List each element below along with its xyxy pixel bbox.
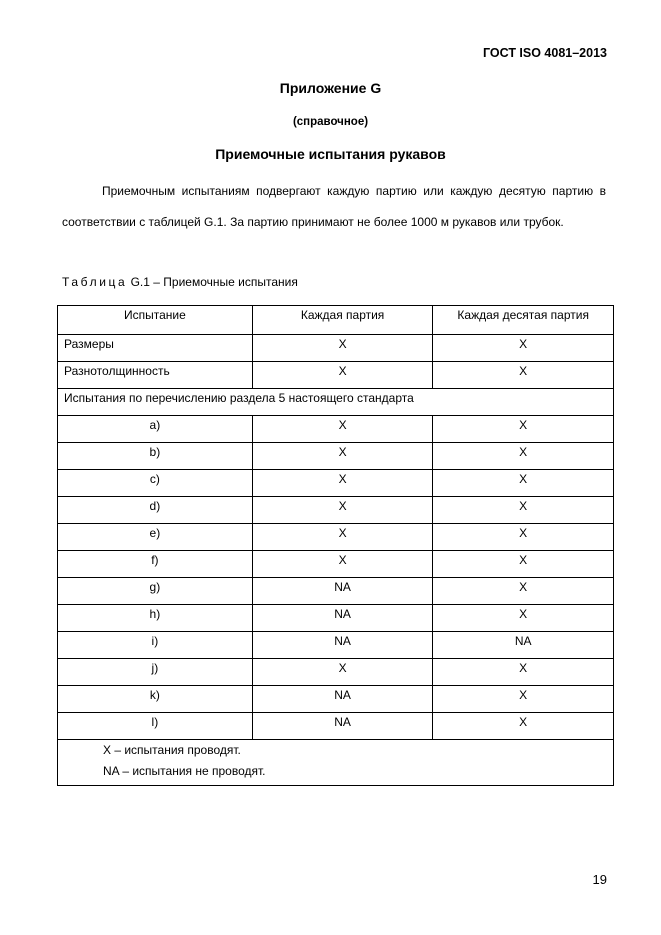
cell-test: f) [58,551,253,578]
table-row [58,686,614,713]
table-row [58,362,614,389]
cell-each-tenth-batch: X [433,524,614,551]
page-number: 19 [592,872,607,887]
table-header-row [58,306,614,335]
table-row [58,335,614,362]
table-row [58,524,614,551]
table-caption [62,275,298,289]
cell-test: Разнотолщинность [58,362,253,389]
cell-test: d) [58,497,253,524]
cell-each-tenth-batch: X [433,578,614,605]
section-row [58,389,614,416]
table-row [58,551,614,578]
cell-each-batch: X [252,470,433,497]
note-na: NA – испытания не проводят. [103,764,266,778]
cell-each-tenth-batch: X [433,443,614,470]
header-test: Испытание [58,306,253,335]
header-each-tenth-batch: Каждая десятая партия [433,306,614,335]
cell-each-tenth-batch: NA [433,632,614,659]
table-caption-rest: G.1 – Приемочные испытания [127,275,298,289]
cell-each-batch: X [252,524,433,551]
cell-test: k) [58,686,253,713]
cell-test: c) [58,470,253,497]
annex-heading: Приемочные испытания рукавов [215,146,446,162]
table-row [58,578,614,605]
table-row [58,659,614,686]
body-paragraph: Приемочным испытаниям подвергают каждую партию или каждую десятую партию в соответствии с таблицей G.1. За партию принимают не более 1000 м рукавов или трубок. [62,184,606,229]
cell-each-tenth-batch: X [433,497,614,524]
cell-each-batch: NA [252,686,433,713]
cell-each-tenth-batch: X [433,686,614,713]
cell-each-tenth-batch: X [433,605,614,632]
table-row [58,470,614,497]
table-row [58,605,614,632]
table-body [58,335,614,786]
annex-kind: (справочное) [292,116,369,128]
cell-each-tenth-batch: X [433,335,614,362]
cell-test: b) [58,443,253,470]
cell-each-batch: NA [252,578,433,605]
cell-each-batch: X [252,659,433,686]
header-each-batch: Каждая партия [252,306,433,335]
table-row [58,416,614,443]
table-row [58,443,614,470]
table-row [58,497,614,524]
table-notes [58,740,614,786]
cell-each-tenth-batch: X [433,470,614,497]
cell-test: a) [58,416,253,443]
cell-each-batch: X [252,497,433,524]
note-x: X – испытания проводят. [103,743,241,757]
table-caption-prefix: Таблица [62,275,128,289]
cell-each-batch: X [252,362,433,389]
cell-each-tenth-batch: X [433,362,614,389]
cell-each-tenth-batch: X [433,713,614,740]
cell-test: i) [58,632,253,659]
cell-each-batch: NA [252,632,433,659]
acceptance-tests-table [57,305,614,786]
cell-each-batch: X [252,551,433,578]
cell-each-batch: NA [252,713,433,740]
cell-each-tenth-batch: X [433,659,614,686]
annex-title: Приложение G [279,80,382,96]
cell-each-batch: X [252,443,433,470]
cell-test: h) [58,605,253,632]
document-code: ГОСТ ISO 4081–2013 [482,46,607,60]
cell-each-tenth-batch: X [433,416,614,443]
table-notes-row [58,740,614,786]
cell-test: l) [58,713,253,740]
table-row [58,632,614,659]
cell-each-batch: X [252,416,433,443]
cell-each-tenth-batch: X [433,551,614,578]
table-row [58,713,614,740]
cell-test: j) [58,659,253,686]
cell-each-batch: NA [252,605,433,632]
cell-test: Размеры [58,335,253,362]
cell-each-batch: X [252,335,433,362]
section-row-label: Испытания по перечислению раздела 5 настоящего стандарта [58,389,614,416]
cell-test: g) [58,578,253,605]
cell-test: e) [58,524,253,551]
